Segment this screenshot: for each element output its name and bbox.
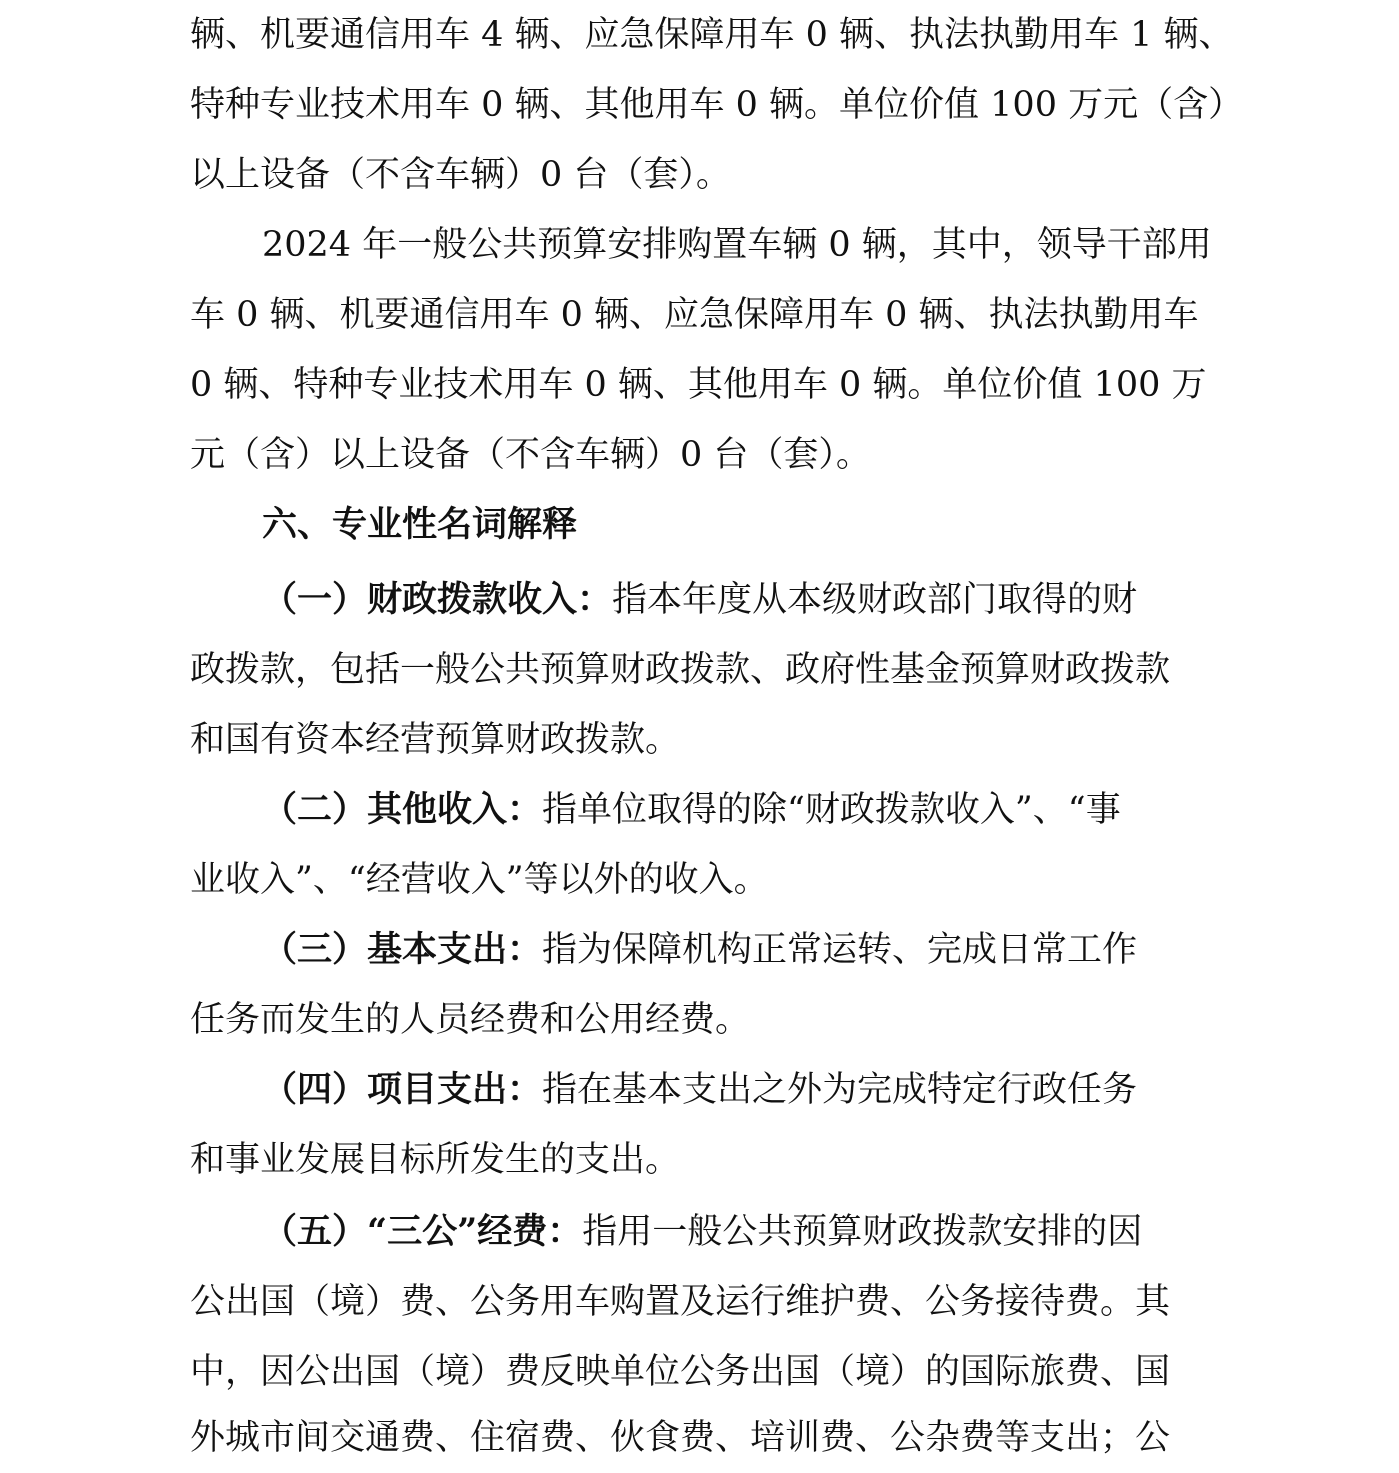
definition-line	[262, 1055, 1137, 1125]
paragraph-line: 业收入”、“经营收入”等以外的收入。	[190, 860, 769, 900]
definition-text: 指本年度从本级财政部门取得的财	[612, 580, 1138, 620]
paragraph-line: 中，因公出国（境）费反映单位公务出国（境）的国际旅费、国	[190, 1352, 1171, 1392]
paragraph-line: 和国有资本经营预算财政拨款。	[190, 720, 681, 760]
paragraph-line: 车 0 辆、机要通信用车 0 辆、应急保障用车 0 辆、执法执勤用车	[190, 295, 1199, 335]
definition-text: 指单位取得的除“财政拨款收入”、“事	[542, 790, 1121, 830]
paragraph-line: 0 辆、特种专业技术用车 0 辆、其他用车 0 辆。单位价值 100 万	[190, 365, 1207, 405]
definition-term: （四）项目支出：	[262, 1069, 543, 1110]
paragraph-line: 和事业发展目标所发生的支出。	[190, 1140, 681, 1180]
definition-line	[262, 565, 1137, 635]
paragraph-line: 特种专业技术用车 0 辆、其他用车 0 辆。单位价值 100 万元（含）	[190, 85, 1244, 125]
definition-text: 指用一般公共预算财政拨款安排的因	[582, 1212, 1143, 1252]
paragraph-line: 公出国（境）费、公务用车购置及运行维护费、公务接待费。其	[190, 1282, 1171, 1322]
paragraph-line: 以上设备（不含车辆）0 台（套）。	[190, 155, 731, 195]
paragraph-line: 政拨款，包括一般公共预算财政拨款、政府性基金预算财政拨款	[190, 650, 1171, 690]
definition-line	[262, 1197, 1142, 1267]
paragraph-line: 2024 年一般公共预算安排购置车辆 0 辆，其中，领导干部用	[262, 225, 1212, 265]
paragraph-line: 外城市间交通费、住宿费、伙食费、培训费、公杂费等支出；公	[190, 1418, 1171, 1458]
definition-line	[262, 915, 1137, 985]
definition-text: 指在基本支出之外为完成特定行政任务	[542, 1070, 1138, 1110]
paragraph-line: 任务而发生的人员经费和公用经费。	[190, 1000, 751, 1040]
definition-term: （五）“三公”经费：	[262, 1211, 583, 1252]
definition-text: 指为保障机构正常运转、完成日常工作	[542, 930, 1138, 970]
paragraph-line: 元（含）以上设备（不含车辆）0 台（套）。	[190, 435, 871, 475]
section-heading: 六、专业性名词解释	[262, 505, 578, 545]
definition-term: （二）其他收入：	[262, 789, 543, 830]
paragraph-line: 辆、机要通信用车 4 辆、应急保障用车 0 辆、执法执勤用车 1 辆、	[190, 15, 1234, 55]
definition-term: （三）基本支出：	[262, 929, 543, 970]
definition-term: （一）财政拨款收入：	[262, 579, 613, 620]
definition-line	[262, 775, 1121, 845]
